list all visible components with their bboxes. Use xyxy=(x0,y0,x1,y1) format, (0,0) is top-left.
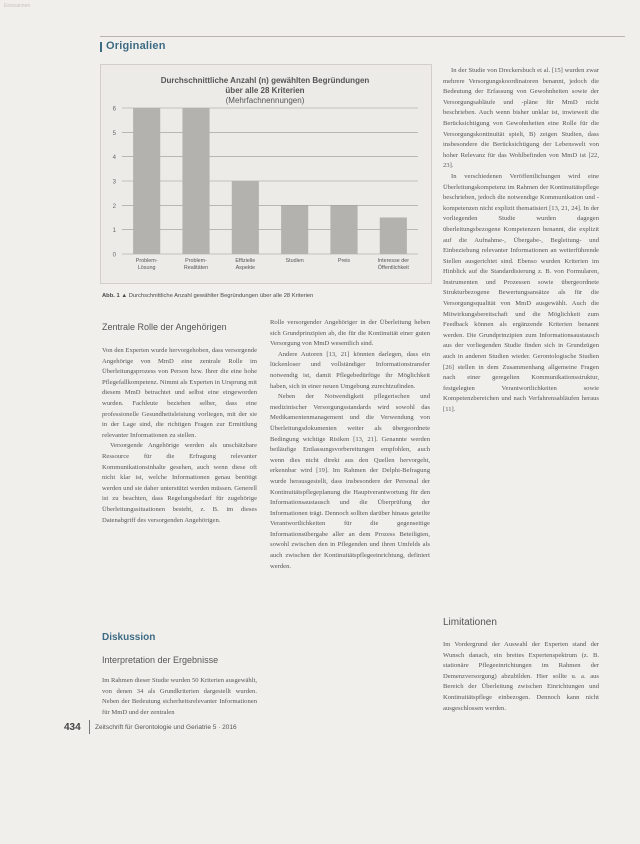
figure-caption-text: ▲ Durchschnittliche Anzahl gewählter Begründungen über alle 28 Kriterien xyxy=(121,293,314,299)
x-tick-label: Studien xyxy=(285,258,304,264)
paragraph: Im Rahmen dieser Studie wurden 50 Kriterien ausgewählt, von denen 34 als Grundkriterien dargestellt wurden. Neben der Bedeutung sicherheitsrelevanter Informationen für MmD und der zentralen xyxy=(102,677,257,716)
scan-corner-mark: Einscannen xyxy=(4,3,31,9)
x-tick-label: Öffentlichkeit xyxy=(377,265,409,271)
x-tick-label: Interesse der xyxy=(377,258,410,264)
figure-label: Abb. 1 xyxy=(102,293,120,299)
footer-rule xyxy=(89,720,90,734)
column-2 xyxy=(270,318,430,572)
paragraph: Im Vordergrund der Auswahl der Experten stand der Wunsch danach, ein breites Expertenspektrum (z. B. stationäre Pflegeeinrichtungen im Rahmen der Demenzversorgung) abzubilden. Hier sollte u. a. aus Bereich der Überleitung zwischen Einrichtungen und Kontinuitätspflege einbezogen. Dennoch kann nicht ausgeschlossen werden. xyxy=(443,641,599,712)
chart-title-line-2: über alle 28 Kriterien xyxy=(225,86,305,95)
y-tick-label: 6 xyxy=(112,106,116,113)
paragraph: Versorgende Angehörige werden als unschätzbare Ressource für die Erfragung relevanter Kommunikationsinhalte gesehen, auch wenn diese oft nicht klar ist, welche Informationen genau benötigt werden und sie daher unterstützt werden müssen. Generell ist zu beachten, dass Regelungsbedarf für zugehörige Überleitungssituationen besteht, z. B. im dieses Datenabgriff des versorgenden Angehörigen. xyxy=(102,442,257,524)
chart-subtitle: (Mehrfachnennungen) xyxy=(225,96,305,105)
header-rule xyxy=(100,36,625,37)
column-1-continued xyxy=(102,676,257,718)
bar xyxy=(133,108,160,254)
y-tick-label: 1 xyxy=(112,228,116,235)
bar xyxy=(281,205,308,254)
paragraph: In der Studie von Dreckersbuch et al. [15] wurden zwar mehrere Versorgungskoordinatoren benannt, jedoch die Bedeutung der Erfassung von Gewohnheiten sowie der Versorgungsabläufe und -pläne für MmD nicht beschrieben. Auch wenn bisher unklar ist, inwieweit die Berücksichtigung von Gewohnheiten eine Rolle für die Versorgungskontinuität spielt, B) zeigen Studien, dass insbesondere die Berücksichtigung der Lebenswelt von hoher Relevanz für das Wohlbefinden von MmD ist [22, 23]. xyxy=(443,67,599,170)
heading-diskussion: Diskussion xyxy=(102,632,156,643)
bar xyxy=(182,108,209,254)
heading-limitationen: Limitationen xyxy=(443,617,497,628)
y-tick-label: 5 xyxy=(112,130,116,137)
x-tick-label: Aspekte xyxy=(235,265,256,271)
section-marker xyxy=(100,42,102,52)
heading-zentrale-rolle: Zentrale Rolle der Angehörigen xyxy=(102,322,227,332)
bar xyxy=(232,181,259,254)
paragraph: Andere Autoren [13, 21] könnten darlegen, dass ein lückenloser und vollständiger Informationstransfer notwendig ist, damit Pflegebedürftige ihr Möglichkeit haben, sich in einer neuen Umgebung zurechtzufinden. xyxy=(270,350,430,390)
x-tick-label: Preis xyxy=(337,258,351,264)
paragraph: Rolle versorgender Angehöriger in der Überleitung heben sich Grundprinzipien ab, die für die Kontinuität einer guten Versorgung von MmD wesentlich sind. xyxy=(270,319,430,348)
bar xyxy=(330,205,357,254)
y-tick-label: 0 xyxy=(112,252,116,259)
heading-interpretation: Interpretation der Ergebnisse xyxy=(102,655,219,665)
x-tick-label: Problem- xyxy=(135,258,158,264)
x-tick-label: Problem- xyxy=(185,258,207,264)
y-tick-label: 3 xyxy=(112,179,116,186)
bar xyxy=(380,218,407,255)
figure-caption xyxy=(102,293,432,299)
y-tick-label: 4 xyxy=(112,155,116,162)
y-tick-label: 2 xyxy=(112,203,116,210)
paragraph: In verschiedenen Veröffentlichungen wird eine Überleitungskompetenz im Rahmen der Kontinuitätspflege beschrieben, jedoch die notwendige Kommunikation und -kompetenzen nicht explizit thematisiert [13, 21, 24]. In der vorliegenden Studie wurden dagegen überleitungsbezogene Kompetenzen benannt, die explizit auf die Aufnahme-, Übergabe-, Begleitung- und Einbeziehung relevanter Informationen an weiterführende Stellen ausgerichtet sind. Ebenso wurden Kriterien im Hinblick auf die Standardisierung z. B. von Formularen, Instrumenten und Prozessen sowie übergeordnete Strukturbezogene Bewertungsansätze als für die Versorgungsqualität von MmD ausgewählt. Auch die Mitwirkungsbereitschaft und die Möglichkeit zum Feedback können als ergänzende Kriterien benannt werden. Die Grundprinzipien zum Informationsaustausch aus der vorliegenden Studie finden sich in Grundzügen auch in anderen Studien wieder. Gerontologische Studien [26] stellen in dem Zusammenhang allgemeine Fragen nach einer geregelten Kommunikationsstruktur, festgelegten Verantwortlichkeiten sowie Kompetenzbereichen und nach Verfahrensabläufen heraus [11]. xyxy=(443,172,600,413)
x-tick-label: Lösung xyxy=(137,265,156,271)
column-3 xyxy=(443,66,599,416)
x-tick-label: Realitäten xyxy=(183,265,209,271)
paragraph: Neben der Notwendigkeit pflegerischen und medizinischer Versorgungsstandards wird sowohl das Medikamentenmanagement und die Verwendung von Überleitungsdokumenten weiter als übergeordnete Bedingung wichtige Risiken [13, 21]. Genannte werden beiläufige Entlassungsvorbereitungen empfohlen, auch wenn dies nicht direkt aus den Quellen hervorgeht, erkennbar wird [19]. Im Rahmen der Delphi-Befragung wurde herausgestellt, dass insbesondere der Personal der Kontinuitätspflegeplanung die Hauptverantwortung für den Informationsaustausch und die Überprüfung der Informationen trägt. Dennoch sollten darüber hinaus geteilte Verantwortlichkeiten für die gegenseitige Informationsübergabe aller an dem Prozess Beteiligten, sowohl zwischen den in Pflegenden und ihren Umfelds als auch zwischen der Kontinuitätspflegeeinrichtung, definiert werden. xyxy=(270,393,430,570)
paragraph: Von den Experten wurde hervorgehoben, dass versorgende Angehörige von MmD eine zentrale Rolle im Überleitungsprozess von Person bzw. Ihrer die eine hohe Pflegefallkompetenz. Nimmt als Experten in Ursprung mit diesem MmD betrachtet und selbst eine eingeworden wurden. Fachleute beziehen selber, dass eine professionelle Gesundheitsleistung vorliegen, mit der sie in der Lage sind, die richtigen Fragen zur Ermittlung relevanter Informationen zu stellen. xyxy=(102,347,257,439)
page-number: 434 xyxy=(64,722,81,733)
section-label: Originalien xyxy=(106,40,166,52)
chart-title-line-1: Durchschnittliche Anzahl (n) gewählten Begründungen xyxy=(160,76,370,85)
column-3-continued xyxy=(443,640,599,714)
x-tick-label: Effizielle xyxy=(235,258,256,264)
bar-chart xyxy=(100,64,430,282)
journal-name: Zeitschrift für Gerontologie und Geriatrie 5 · 2016 xyxy=(95,724,237,731)
column-1 xyxy=(102,346,257,526)
